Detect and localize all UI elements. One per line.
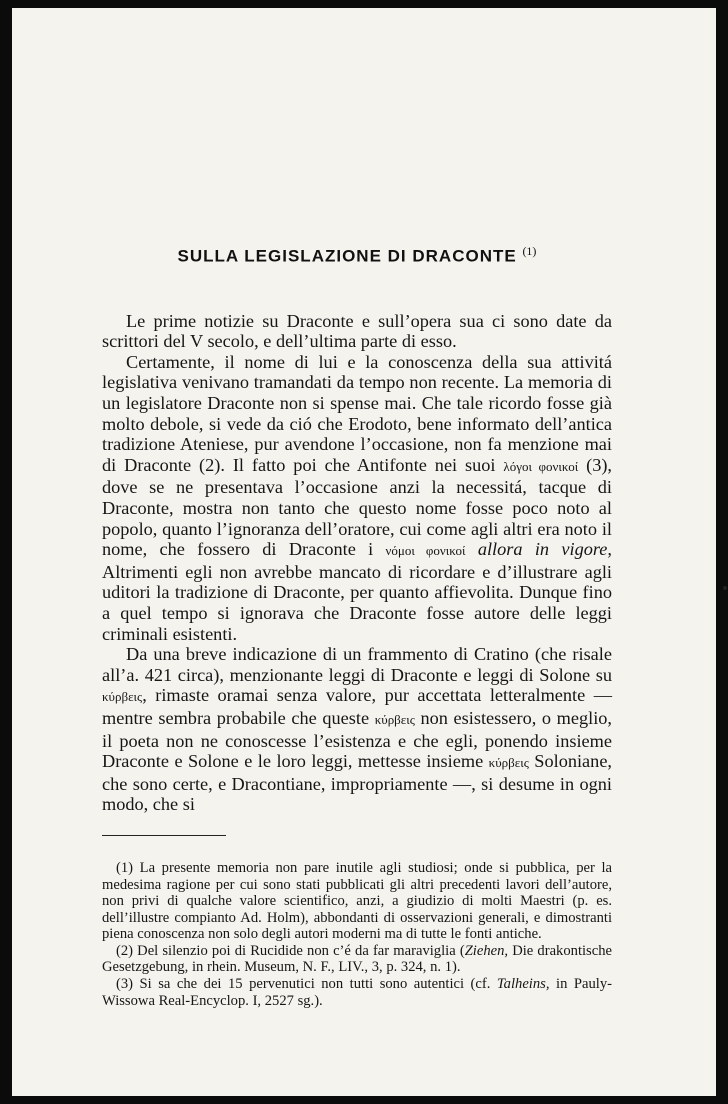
ink-speck bbox=[723, 586, 727, 590]
greek-term-kyrbeis: κύρβεις bbox=[488, 755, 529, 771]
footnote-1-text: (1) La presente memoria non pare inutile agli studiosi; onde si pubblica, per la medesima ragione per cui sono stati pubblicati gli altri precedenti lavori dell’autore, non privi di qualche valore scientifico, anzi, a giudizio di molti Maestri (p. es. dell’illustre compianto Ad. Holm), abbondanti di osservazioni generali, e dimostranti piena conoscenza non solo degli autori moderni ma di tutte le fonti antiche. bbox=[102, 859, 612, 943]
italic-allora-in-vigore: allora in vigore, bbox=[465, 539, 612, 560]
footnote-2 bbox=[102, 943, 612, 976]
footnote-3-author: Talheins, bbox=[496, 976, 550, 993]
paragraph-2-text-a: Certamente, il nome di lui e la conoscenza della sua attivitá legislativa venivano tramandati da tempo non recente. La memoria di un legislatore Draconte non si spense mai. Che tale ricordo fosse già molto debole, si vede da ció che Erodoto, bene informato dell’antica tradizione Ateniese, pur avendone l’occasione, non fa menzione mai di Draconte (2). Il fatto poi che Antifonte nei suoi bbox=[102, 351, 612, 475]
footnote-3-text-b: in Pauly-Wissowa Real-Encyclop. I, 2527 sg.). bbox=[102, 976, 612, 1009]
page-content bbox=[102, 244, 612, 1009]
paragraph-3 bbox=[102, 644, 612, 815]
footnote-2-text-b: Die drakontische Gesetzgebung, in rhein. Museum, N. F., LIV., 3, p. 324, n. 1). bbox=[102, 942, 612, 976]
greek-term-kyrbeis: κύρβεις bbox=[102, 689, 143, 705]
footnote-3 bbox=[102, 976, 612, 1009]
footnote-2-text-a: (2) Del silenzio poi di Rucidide non c’é da far maraviglia ( bbox=[116, 942, 465, 959]
paragraph-3-text-d: Soloniane, che sono certe, e Dracontiane, impropriamente —, si desume in ogni modo, che si bbox=[102, 751, 612, 815]
footnotes bbox=[102, 860, 612, 1009]
greek-term-nomoi-phonikoi: νόμοι φονικοί bbox=[385, 543, 466, 559]
greek-term-kyrbeis: κύρβεις bbox=[374, 711, 415, 727]
scanned-page bbox=[12, 8, 716, 1096]
paragraph-2 bbox=[102, 352, 612, 644]
title-footnote-marker: (1) bbox=[522, 244, 537, 258]
paragraph-3-text-a: Da una breve indicazione di un frammento di Cratino (che risale all’a. 421 circa), menzionante leggi di Draconte e leggi di Solone su bbox=[102, 644, 612, 685]
paragraph-3-text-b: , rimaste oramai senza valore, pur accettata letteralmente — mentre sembra probabile che queste bbox=[102, 685, 612, 728]
greek-term-logoi-phonikoi: λόγοι φονικοί bbox=[503, 458, 579, 474]
paragraph-3-text-c: non esistessero, o meglio, il poeta non ne conoscesse l’esistenza e che egli, ponendo insieme Draconte e Solone e le loro leggi, mettesse insieme bbox=[102, 707, 612, 772]
paragraph-2-text-b: (3), dove se ne presentava l’occasione anzi la necessitá, tacque di Draconte, mostra non tanto che questo nome fosse poco noto al popolo, quanto l’ignoranza dell’oratore, cui come agli altri era noto il nome, che fossero di Draconte i bbox=[102, 454, 612, 560]
paragraph-1-text: Le prime notizie su Draconte e sull’opera sua ci sono date da scrittori del V secolo, e dell’ultima parte di esso. bbox=[102, 310, 612, 352]
paragraph-1 bbox=[102, 311, 612, 352]
paragraph-2-text-c: Altrimenti egli non avrebbe mancato di ricordare e d’illustrare agli uditori la tradizione di Draconte, per quanto affievolita. Dunque fino a quel tempo si ignorava che Draconte fosse autore delle leggi criminali esistenti. bbox=[102, 561, 612, 644]
main-text bbox=[102, 311, 612, 815]
title-text: SULLA LEGISLAZIONE DI DRACONTE bbox=[177, 246, 517, 266]
footnote-2-author: Ziehen, bbox=[464, 942, 509, 959]
footnote-1 bbox=[102, 860, 612, 943]
footnote-3-text-a: (3) Si sa che dei 15 pervenutici non tutti sono autentici (cf. bbox=[116, 976, 497, 993]
page-title bbox=[102, 244, 612, 267]
footnote-divider bbox=[102, 835, 226, 836]
